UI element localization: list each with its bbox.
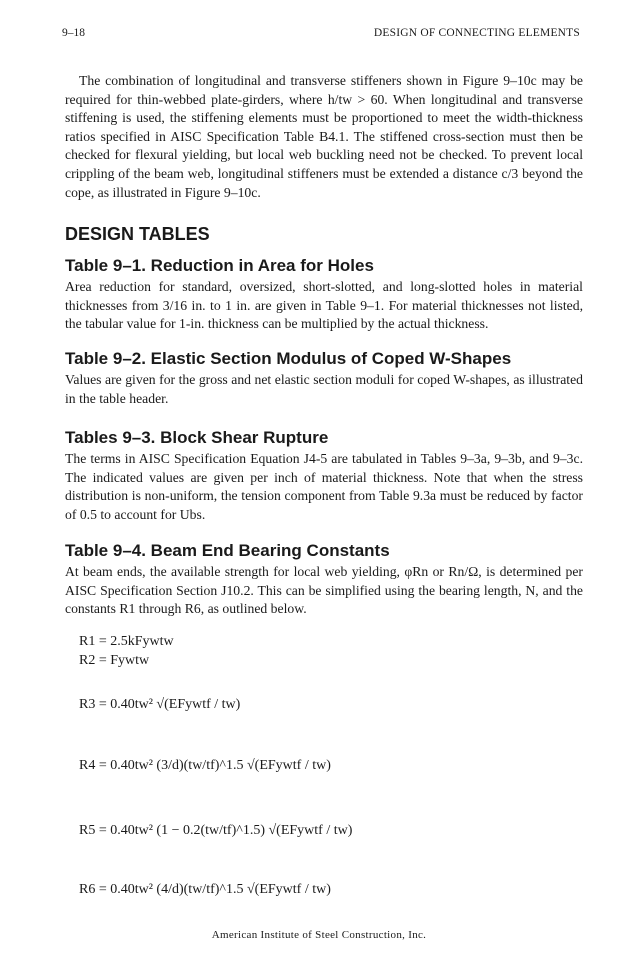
running-title: DESIGN OF CONNECTING ELEMENTS: [373, 27, 580, 39]
table-9-2-heading: Table 9–2. Elastic Section Modulus of Coped W-Shapes: [65, 349, 512, 368]
table-9-1-paragraph: Area reduction for standard, oversized, short-slotted, and long-slotted holes in material thicknesses from 3/16 in. to 1 in. are given in Table 9–1. For material thicknesses not listed, the tabular value for 1-in. thickness can be multiplied by the actual thickness.: [65, 279, 583, 332]
intro-text: The combination of longitudinal and transverse stiffeners shown in Figure 9–10c may be required for thin-webbed plate-girders, where h/tw > 60. When longitudinal and transverse stiffening is used, the stiffening elements must be proportioned to meet the width-thickness ratios specified in AISC Specification Table B4.1. The stiffened cross-section must then be checked for flexural yielding, but local web buckling need not be checked. To prevent local crippling of the beam web, longitudinal stiffeners must be extended a distance c/3 beyond the cope, as illustrated in Figure 9–10c.: [65, 73, 583, 200]
table-9-1-heading: Table 9–1. Reduction in Area for Holes: [65, 256, 374, 275]
equation-r5: R5 = 0.40tw² (1 − 0.2(tw/tf)^1.5) √(EFywtf / tw): [79, 823, 353, 838]
table-9-4-paragraph: At beam ends, the available strength for local web yielding, φRn or Rn/Ω, is determined per AISC Specification Section J10.2. This can be simplified using the bearing length, N, and the constants R1 through R6, as outlined below.: [65, 564, 583, 617]
equation-r2: R2 = Fywtw: [79, 653, 150, 668]
design-tables-heading: DESIGN TABLES: [65, 224, 210, 244]
equation-r4: R4 = 0.40tw² (3/d)(tw/tf)^1.5 √(EFywtf / tw): [79, 758, 331, 773]
page-footer: American Institute of Steel Construction, Inc.: [211, 929, 427, 941]
equation-r1: R1 = 2.5kFywtw: [79, 634, 174, 649]
equation-r3: R3 = 0.40tw² √(EFywtf / tw): [79, 697, 241, 712]
running-header: [62, 27, 580, 43]
table-9-3-paragraph: The terms in AISC Specification Equation J4-5 are tabulated in Tables 9–3a, 9–3b, and 9–3c. The indicated values are given per inch of material thickness. Note that when the stress distribution is non-uniform, the tension component from Table 9.3a must be reduced by factor of 0.5 to account for Ubs.: [65, 451, 583, 522]
equation-r6: R6 = 0.40tw² (4/d)(tw/tf)^1.5 √(EFywtf / tw): [79, 882, 331, 897]
intro-paragraph: [65, 72, 583, 202]
page-number: 9–18: [62, 27, 85, 39]
table-9-2-paragraph: Values are given for the gross and net elastic section moduli for coped W-shapes, as illustrated in the table header.: [65, 372, 583, 406]
table-9-4-heading: Table 9–4. Beam End Bearing Constants: [65, 541, 390, 560]
table-9-3-heading: Tables 9–3. Block Shear Rupture: [65, 428, 329, 447]
